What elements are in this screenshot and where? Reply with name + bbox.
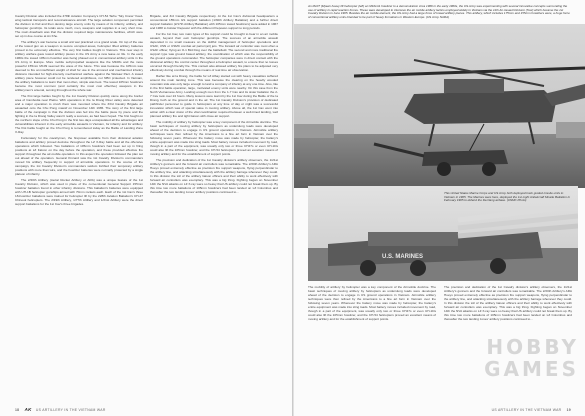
right-page [294, 0, 585, 416]
paragraph: The first large battles fought by the 1st Cavalry Division quickly came along the border area of Cambodia near Pleiku. With operations in the Ia Drang River valley were detected and a major operation to crush them was mounted where the 33rd Cavalry Brigade air assaulted onto the Chu Pong massif on November 14th 1965. The story of the first large battle of the campaign is that the division was fed into the battle piece by piece and the fighting in the Ia Drang Valley wasn't really a success, as had been hoped. The first fought on the northern slope of the Chu Pong in the first two days encapsulated all the advantages and vulnerabilities inherent in the early airmobile assaults in Vietnam, for infantry and for artillery. The first battle fought on the Chu Pong is remembered today as the Battle of Landing Zone X-Ray. [15, 94, 143, 134]
right-column-1 [308, 285, 436, 397]
running-title: US ARTILLERY IN THE VIETNAM WAR [491, 408, 562, 412]
left-column-2 [150, 14, 278, 394]
paragraph: For the 1st Cav, two main types of fire support could be brought to bear in an air mobile assault, beyond their own helicopter gunships. The success of an airmobile assault depended in no small measure on the skillful management of helicopter operations and USAF, USN or USMC combat air patrol (air) jets. The forward air controller was most often a USAF officer, flying an O-1 Bird Dog over the battlefield. The second and more traditional fire support type was ground based artillery, the coordination of which was the responsibility of the ground operations commander. The helicopter companies were in direct contact with the divisional artillery fire control center throughout a helicopter assault, to ensure that no losses occurred through friendly fire. This contact also allowed artillery fire plans to be adjusted very effectively during combat through the means of real time air observation. [150, 32, 278, 72]
paragraph: Fortunately for the cavalrymen, the firepower available from their divisional aviation battalions and artillery proved decisive throughout the LZ X-Ray battle and all the offensive operations which followed. Two battalions of 105mm howitzers had been set up in firing positions at LZ Falcon on the day before the operation, and these provided effective fire support throughout the air-mobile operation. In this aspect the operation followed the plan set out ahead of the operation. General Kinnard saw the 1st Cavalry Division's commanders moved his artillery frequently in support of airmobile operations. In the course of the campaign, the 1st Cavalry Division's commanders seldom fortified their temporary artillery positions with more than wire, and the howitzer batteries were normally protected by a single platoon of infantry. [15, 136, 143, 176]
left-page [0, 0, 292, 416]
paragraph: The precision and dedication of the 1st Cavalry division's artillery observers, the 1/21st Artillery's gunners and the forward air controllers was remarkable. The 2/20th Artillery's ARA Hueys proved extremely effective as precision fire support weapons, flying perpendicular to the artillery line, and attacking simultaneously with the artillery barrage whenever they could. In this division the toll of the artillery liaison officers and their ability to work effectively with forward air controllers was exemplary. This was a big thing. Fighting began on November 14th the NVA attacks on LZ X-ray were so heavy that US artillery could not break them up. By this time two more battalions of 105mm howitzers had been landed on LZ Columbus and thereafter the two landing zones' artillery positions continued to... [150, 158, 278, 194]
paragraph: The mobility of artillery by helicopter was a key component of the Airmobile doctrine. The basic techniques of moving artillery by helicopters as underslung loads were developed ahead of the decision to engage in US ground operations in Vietnam. Airmobile artillery techniques were then refined by the Americans to a fine art form in Vietnam over the following seven years. Whenever the battery move was made by helicopter, the battery's entire equipment was made into sling loads. Most battery moves included movement by road, though in a part of the equipment, was usually only two or three CH47s or even UH-1Ds could also lift the 105mm howitzer, and the CH-54 helicopters proved an excellent means of moving artillery and for the establishment of support points. [150, 120, 278, 156]
paragraph: The precision and dedication of the 1st Cavalry division's artillery observers, the 1/21st Artillery's gunners and the forward air controllers was remarkable. The 2/20th Artillery's ARA Hueys proved extremely effective as precision fire support weapons, flying perpendicular to the artillery line, and attacking simultaneously with the artillery barrage whenever they could. In this division the toll of the artillery liaison officers and their ability to work effectively with forward air controllers was exemplary. This was a big thing. Fighting began on November 14th the NVA attacks on LZ X-ray were so heavy that US artillery could not break them up. By this time two more battalions of 105mm howitzers had been landed on LZ Columbus and thereafter the two landing zones' artillery positions continued to... [444, 285, 572, 321]
paragraph: Brigade, and 3rd Cavalry Brigade respectively. At the 1st Cav's divisional headquarters a conventional 155mm GS support battalion (1/30th Artillery Battalion) and a further direct support battalion (2/17th Artillery Battalion) with 105mm towed howitzers) were added in 1967 and 1968 to bolster firepower with the different firepower-support to long periods. [150, 14, 278, 30]
helicopter-photo-image [294, 24, 585, 188]
running-title: US ARTILLERY IN THE VIETNAM WAR [35, 408, 106, 412]
paragraph: The mobility of artillery by helicopter was a key component of the Airmobile doctrine. The basic techniques of moving artillery by helicopters as underslung loads were developed ahead of the decision to engage in US ground operations in Vietnam. Airmobile artillery techniques were then refined by the Americans to a fine art form in Vietnam over the following seven years. Whenever the battery move was made by helicopter, the battery's entire equipment was made into sling loads. Most battery moves included movement by road, though in a part of the equipment, was usually only two or three CH47s or even UH-1Ds could also lift the 105mm howitzer, and the CH-54 helicopters proved an excellent means of moving artillery and for the establishment of support points. [308, 285, 436, 321]
watermark-line: HOBBY [486, 335, 579, 359]
top-photo-caption: An M107 (M)awn heavy lift helicopter (left) an M101A1 howitzer to a demonstration circa 1966 in the early 1960s, the US Army was experimenting with several innovative concepts surrounding the use of artillery in rapid reaction forces. These were developed to intensive the air mobile artillery tactics employed widely in Vietnam via the 11th Air Assault Division (Test) which became the 1st Cavalry Division in June 1965. Besides the air mobile element, the US Army had a large force of towed artillery pieces. This artillery, which includes 175mm and 155mm howitzers were, a huge force of conventional artillery units intended to be part of heavy formations in Western Europe. (US Army NARA) [308, 4, 570, 20]
publisher-logo: AK [24, 407, 32, 412]
right-footer [492, 408, 571, 412]
paragraph: Rather like at Ia Drang, the battle for LZ Albay started out with heavy casualties suffered around the main landing zone. This was because the clearing on the heavily wooded mountain side was only large enough to land a company of infantry at any one time. Also, like in the first battle operation, large, motivated enemy units were nearby. On this case from the North Vietnamese Army. Landing enough men from the 1-7 Cav and its sister battalion the 2-7 Cav took over 24 hours. Many lessons were learnt by the 1st Cav during the Battle of the Ia Drang, both on the ground and in the air. The 1st Cavalry Division's provision of dedicated pathfinder personnel to guide in helicopters at any time of day or night was a successful innovation which was of special value in moving artillery. Above all, the 1st Cav went into action with a clear vision of the vital coordination required between a well-timed landing, well planned artillery fire and tight liaison with close air support. [150, 74, 278, 118]
watermark-line: GAMES [484, 357, 579, 381]
vehicle-marking: U.S. MARINES [382, 254, 424, 260]
paragraph: The artillery's war became a small unit war practiced on a grand scale. On top of the use of the towed gun as a weapon to secure occupied areas, helicopter lifted artillery batteries proved to be extremely effective. The very first battles fought in Vietnam. This new step in artillery warfare gave towed artillery pieces in the US Army a new lease on life. In the early 1960s the towed 105mm howitzer was being phased out in conventional artillery units in the US Army in Europe. More mobile self-propelled weapons like the M108s and the more powerful 155mm M109 seemed the wave of the future. This was because the 105mm was deemed to fire an insufficient weight of shell for use in the armored and mechanized infantry divisions intended for high-intensity mechanized warfare against the Warsaw Pact. A towed artillery piece however could not be rendered amphibious, nor NBC protected. In Vietnam, the artillery battalions to learn that most often, simple was best. The towed 105mm howitzers became the most common (and certainly the most cost effective) weapons in the artillerymen's arsenal, serving throughout the whole war. [15, 40, 143, 92]
page-number: 18 [15, 408, 20, 412]
paragraph: Cavalry Division also included the 478th Aviation Company's CH-54 Tarhe "Sky Crane" fixed-wing tactical transports and reconnaissance aircraft. The large aviation component permitted the division to find and then destroy large enemy units by means of its infantry, artillery, and helicopter gunships. Its totals were much, men, weapons and supplies in a very short time. The main drawback was that the division required large maintenance facilities, which were set up in due course at An Khe. [15, 14, 143, 38]
right-column-2 [444, 285, 572, 397]
paragraph: The 2/20th Artillery (Aerial Rocket Artillery or ARA) was a unique feature of the 1st Cavalry Division, which was used in place of the conventional General Support 155mm howitzer battalion found in other infantry divisions. This battalion's batteries were equipped with UH-1B helicopter gunships armed with 70mm rockets each. Each of the 1st Cav's three 18-howitzer battalions were trained for helicopter lift by the 228th Aviation Battalion's CH-47 Chinook helicopters. The 2/19th Artillery, 1/77th Artillery and 1/21st Artillery were the direct support battalions for the 1st Cav's three brigades. [15, 178, 143, 206]
page-number: 19 [566, 408, 571, 412]
middle-photo-caption: This United States Marine Corps and US Army both deployed track guided missile units to Vietnam in 1965. The Marines were here, deployed the 1st Light Antiaircraft Missile Battalion in February 1965 to defend the Da Nang airbase. (USMC Photo) [444, 191, 570, 203]
left-footer [15, 407, 106, 412]
helicopter-photo [294, 24, 585, 188]
left-column-1 [15, 14, 143, 394]
